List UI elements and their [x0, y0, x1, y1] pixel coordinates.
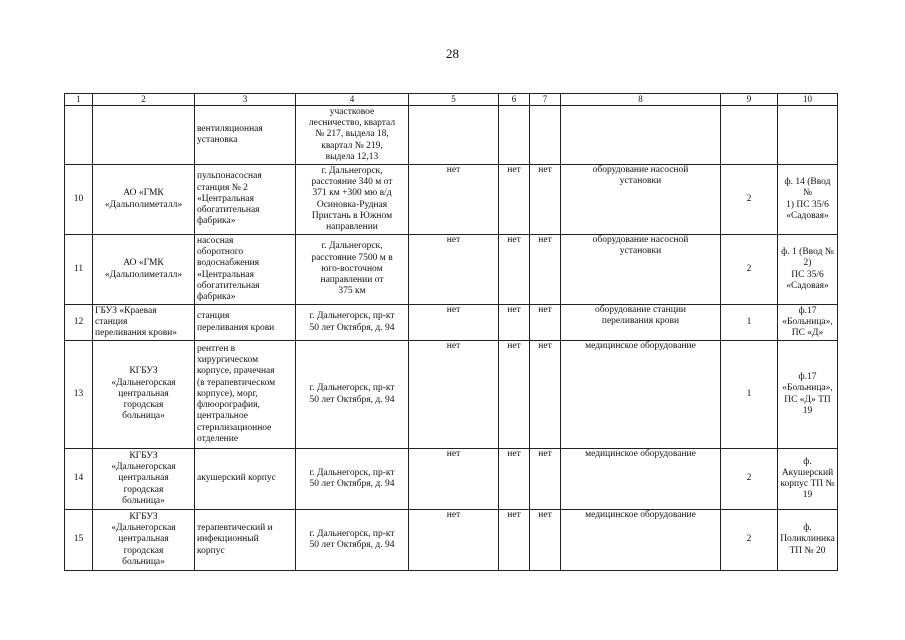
equipment-cell: оборудование станции переливания крови — [561, 305, 721, 341]
col5-cell: нет — [409, 235, 499, 305]
header-cell: 3 — [195, 94, 296, 106]
header-cell: 2 — [93, 94, 195, 106]
object-cell: терапевтический и инфекционный корпус — [195, 510, 296, 571]
address-cell: г. Дальнегорск, пр-кт 50 лет Октября, д. 94 — [296, 449, 409, 510]
header-cell: 6 — [499, 94, 530, 106]
address-cell: г. Дальнегорск, пр-кт 50 лет Октября, д. 94 — [296, 305, 409, 341]
equipment-cell: медицинское оборудование — [561, 510, 721, 571]
header-cell: 8 — [561, 94, 721, 106]
col5-cell: нет — [409, 165, 499, 235]
category-cell: 2 — [721, 510, 778, 571]
feeder-cell: ф.17 «Больница», ПС «Д» — [778, 305, 838, 341]
organization-cell: ГБУЗ «Краевая станция переливания крови» — [93, 305, 195, 341]
header-cell: 10 — [778, 94, 838, 106]
address-cell: г. Дальнегорск, пр-кт 50 лет Октября, д. 94 — [296, 341, 409, 449]
table-row — [65, 449, 838, 510]
row-number — [65, 106, 93, 165]
category-cell: 2 — [721, 165, 778, 235]
feeder-cell — [778, 106, 838, 165]
table-row — [65, 341, 838, 449]
address-cell: г. Дальнегорск, расстояние 7500 м в юго-восточном направлении от 375 км — [296, 235, 409, 305]
row-number: 11 — [65, 235, 93, 305]
col7-cell: нет — [530, 305, 561, 341]
row-number: 15 — [65, 510, 93, 571]
col5-cell: нет — [409, 510, 499, 571]
category-cell: 2 — [721, 449, 778, 510]
col6-cell: нет — [499, 165, 530, 235]
category-cell — [721, 106, 778, 165]
col6-cell: нет — [499, 341, 530, 449]
feeder-cell: ф.17 «Больница», ПС «Д» ТП 19 — [778, 341, 838, 449]
col7-cell: нет — [530, 165, 561, 235]
col6-cell — [499, 106, 530, 165]
object-cell: акушерский корпус — [195, 449, 296, 510]
table-row — [65, 106, 838, 165]
organization-cell — [93, 106, 195, 165]
category-cell: 1 — [721, 305, 778, 341]
address-cell: г. Дальнегорск, пр-кт 50 лет Октября, д. 94 — [296, 510, 409, 571]
row-number: 12 — [65, 305, 93, 341]
col6-cell: нет — [499, 305, 530, 341]
equipment-cell: медицинское оборудование — [561, 341, 721, 449]
col7-cell: нет — [530, 235, 561, 305]
organization-cell: АО «ГМК «Дальполиметалл» — [93, 165, 195, 235]
col6-cell: нет — [499, 449, 530, 510]
data-table — [64, 93, 838, 571]
category-cell: 1 — [721, 341, 778, 449]
header-row — [65, 94, 838, 106]
organization-cell: КГБУЗ «Дальнегорская центральная городская больница» — [93, 341, 195, 449]
organization-cell: КГБУЗ «Дальнегорская центральная городская больница» — [93, 510, 195, 571]
header-cell: 7 — [530, 94, 561, 106]
page-number: 28 — [446, 46, 459, 61]
feeder-cell: ф. 1 (Ввод № 2) ПС 35/6 «Садовая» — [778, 235, 838, 305]
header-cell: 5 — [409, 94, 499, 106]
col6-cell: нет — [499, 235, 530, 305]
object-cell: пульпонасосная станция № 2 «Центральная обогатительная фабрика» — [195, 165, 296, 235]
object-cell: насосная оборотного водоснабжения «Центральная обогатительная фабрика» — [195, 235, 296, 305]
feeder-cell: ф. 14 (Ввод № 1) ПС 35/6 «Садовая» — [778, 165, 838, 235]
equipment-cell: медицинское оборудование — [561, 449, 721, 510]
table-row — [65, 165, 838, 235]
header-cell: 1 — [65, 94, 93, 106]
table-row — [65, 235, 838, 305]
row-number: 10 — [65, 165, 93, 235]
col5-cell: нет — [409, 449, 499, 510]
col7-cell: нет — [530, 341, 561, 449]
organization-cell: КГБУЗ «Дальнегорская центральная городская больница» — [93, 449, 195, 510]
object-cell: вентиляционная установка — [195, 106, 296, 165]
col6-cell: нет — [499, 510, 530, 571]
col5-cell — [409, 106, 499, 165]
equipment-cell: оборудование насосной установки — [561, 235, 721, 305]
col5-cell: нет — [409, 341, 499, 449]
address-cell: г. Дальнегорск, расстояние 340 м от 371 км +300 мю в/д Осиновка-Рудная Пристань в Южном направлении — [296, 165, 409, 235]
table-row — [65, 510, 838, 571]
col7-cell — [530, 106, 561, 165]
equipment-cell: оборудование насосной установки — [561, 165, 721, 235]
object-cell: станция переливания крови — [195, 305, 296, 341]
row-number: 13 — [65, 341, 93, 449]
col7-cell: нет — [530, 449, 561, 510]
row-number: 14 — [65, 449, 93, 510]
equipment-cell — [561, 106, 721, 165]
feeder-cell: ф. Поликлиника ТП № 20 — [778, 510, 838, 571]
col7-cell: нет — [530, 510, 561, 571]
organization-cell: АО «ГМК «Дальполиметалл» — [93, 235, 195, 305]
object-cell: рентген в хирургическом корпусе, прачечная (в терапевтическом корпусе), морг, флюорография, центральное стерилизационное отделение — [195, 341, 296, 449]
feeder-cell: ф. Акушерский корпус ТП № 19 — [778, 449, 838, 510]
header-cell: 4 — [296, 94, 409, 106]
table-row — [65, 305, 838, 341]
header-cell: 9 — [721, 94, 778, 106]
col5-cell: нет — [409, 305, 499, 341]
category-cell: 2 — [721, 235, 778, 305]
address-cell: участковое лесничество, квартал № 217, выдела 18, квартал № 219, выдела 12,13 — [296, 106, 409, 165]
